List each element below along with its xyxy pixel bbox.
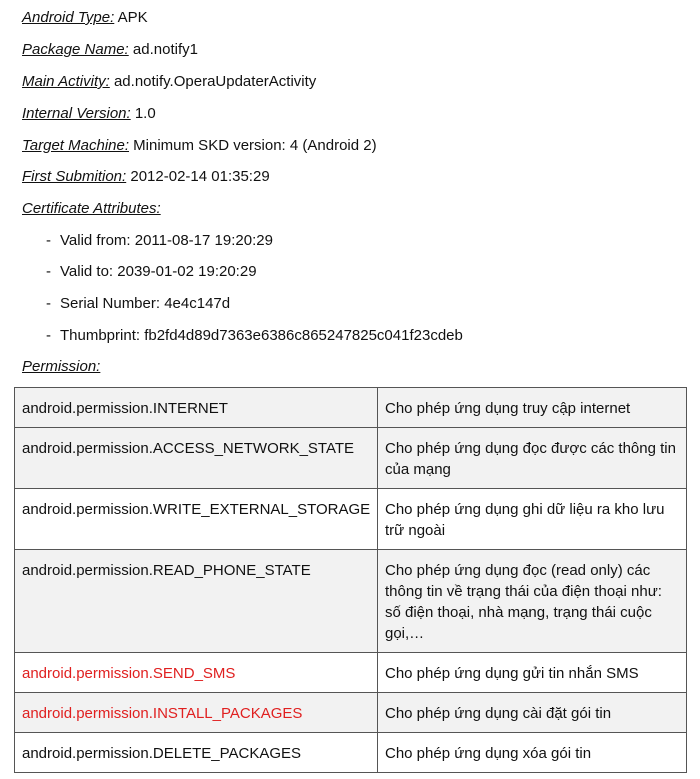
field-label: First Submition: bbox=[22, 168, 127, 185]
permission-name-highlighted: android.permission.INSTALL_PACKAGES bbox=[15, 693, 378, 733]
field-first-submition bbox=[22, 167, 270, 187]
field-label: Android Type: bbox=[22, 9, 115, 26]
permission-name: android.permission.DELETE_PACKAGES bbox=[15, 733, 378, 773]
permission-name-highlighted: android.permission.SEND_SMS bbox=[15, 653, 378, 693]
permission-heading bbox=[22, 357, 100, 377]
permission-desc: Cho phép ứng dụng ghi dữ liệu ra kho lưu trữ ngoài bbox=[378, 489, 687, 550]
dash-bullet: - bbox=[46, 327, 51, 344]
field-package-name bbox=[22, 40, 198, 60]
field-value: APK bbox=[114, 9, 148, 26]
certificate-item-text: Serial Number: 4e4c147d bbox=[60, 295, 231, 312]
permission-name: android.permission.INTERNET bbox=[15, 388, 378, 428]
field-value: ad.notify1 bbox=[128, 41, 198, 58]
permission-name: android.permission.READ_PHONE_STATE bbox=[15, 550, 378, 653]
certificate-item-serial bbox=[46, 294, 230, 314]
field-value: ad.notify.OperaUpdaterActivity bbox=[109, 73, 317, 90]
field-label: Package Name: bbox=[22, 41, 129, 58]
permission-desc: Cho phép ứng dụng gửi tin nhắn SMS bbox=[378, 653, 687, 693]
certificate-item-valid-to bbox=[46, 262, 257, 282]
table-row bbox=[15, 653, 687, 693]
field-target-machine bbox=[22, 136, 377, 156]
table-row bbox=[15, 733, 687, 773]
table-row bbox=[15, 428, 687, 489]
permission-table bbox=[14, 387, 687, 773]
field-value: 1.0 bbox=[130, 105, 156, 122]
field-value: 2012-02-14 01:35:29 bbox=[126, 168, 270, 185]
certificate-item-text: Thumbprint: fb2fd4d89d7363e6386c865247825c041f23cdeb bbox=[60, 327, 463, 344]
table-row bbox=[15, 550, 687, 653]
table-row bbox=[15, 489, 687, 550]
certificate-label: Certificate Attributes: bbox=[22, 200, 161, 217]
certificate-item-valid-from bbox=[46, 231, 273, 251]
field-label: Main Activity: bbox=[22, 73, 110, 90]
permission-name: android.permission.ACCESS_NETWORK_STATE bbox=[15, 428, 378, 489]
permission-name: android.permission.WRITE_EXTERNAL_STORAGE bbox=[15, 489, 378, 550]
permission-desc: Cho phép ứng dụng xóa gói tin bbox=[378, 733, 687, 773]
permission-desc: Cho phép ứng dụng đọc (read only) các thông tin về trạng thái của điện thoại như: số điện thoại, nhà mạng, trạng thái cuộc gọi,… bbox=[378, 550, 687, 653]
table-row bbox=[15, 693, 687, 733]
field-label: Internal Version: bbox=[22, 105, 131, 122]
certificate-item-text: Valid to: 2039-01-02 19:20:29 bbox=[60, 263, 257, 280]
dash-bullet: - bbox=[46, 232, 51, 249]
permission-desc: Cho phép ứng dụng đọc được các thông tin của mạng bbox=[378, 428, 687, 489]
field-main-activity bbox=[22, 72, 316, 92]
certificate-item-text: Valid from: 2011-08-17 19:20:29 bbox=[60, 232, 273, 249]
dash-bullet: - bbox=[46, 295, 51, 312]
dash-bullet: - bbox=[46, 263, 51, 280]
field-internal-version bbox=[22, 104, 156, 124]
table-row bbox=[15, 388, 687, 428]
permission-desc: Cho phép ứng dụng cài đặt gói tin bbox=[378, 693, 687, 733]
field-value: Minimum SKD version: 4 (Android 2) bbox=[129, 137, 377, 154]
field-android-type bbox=[22, 8, 148, 28]
permission-desc: Cho phép ứng dụng truy cập internet bbox=[378, 388, 687, 428]
field-label: Target Machine: bbox=[22, 137, 130, 154]
permission-label: Permission: bbox=[22, 358, 101, 375]
certificate-item-thumbprint bbox=[46, 326, 463, 346]
certificate-heading bbox=[22, 199, 161, 219]
